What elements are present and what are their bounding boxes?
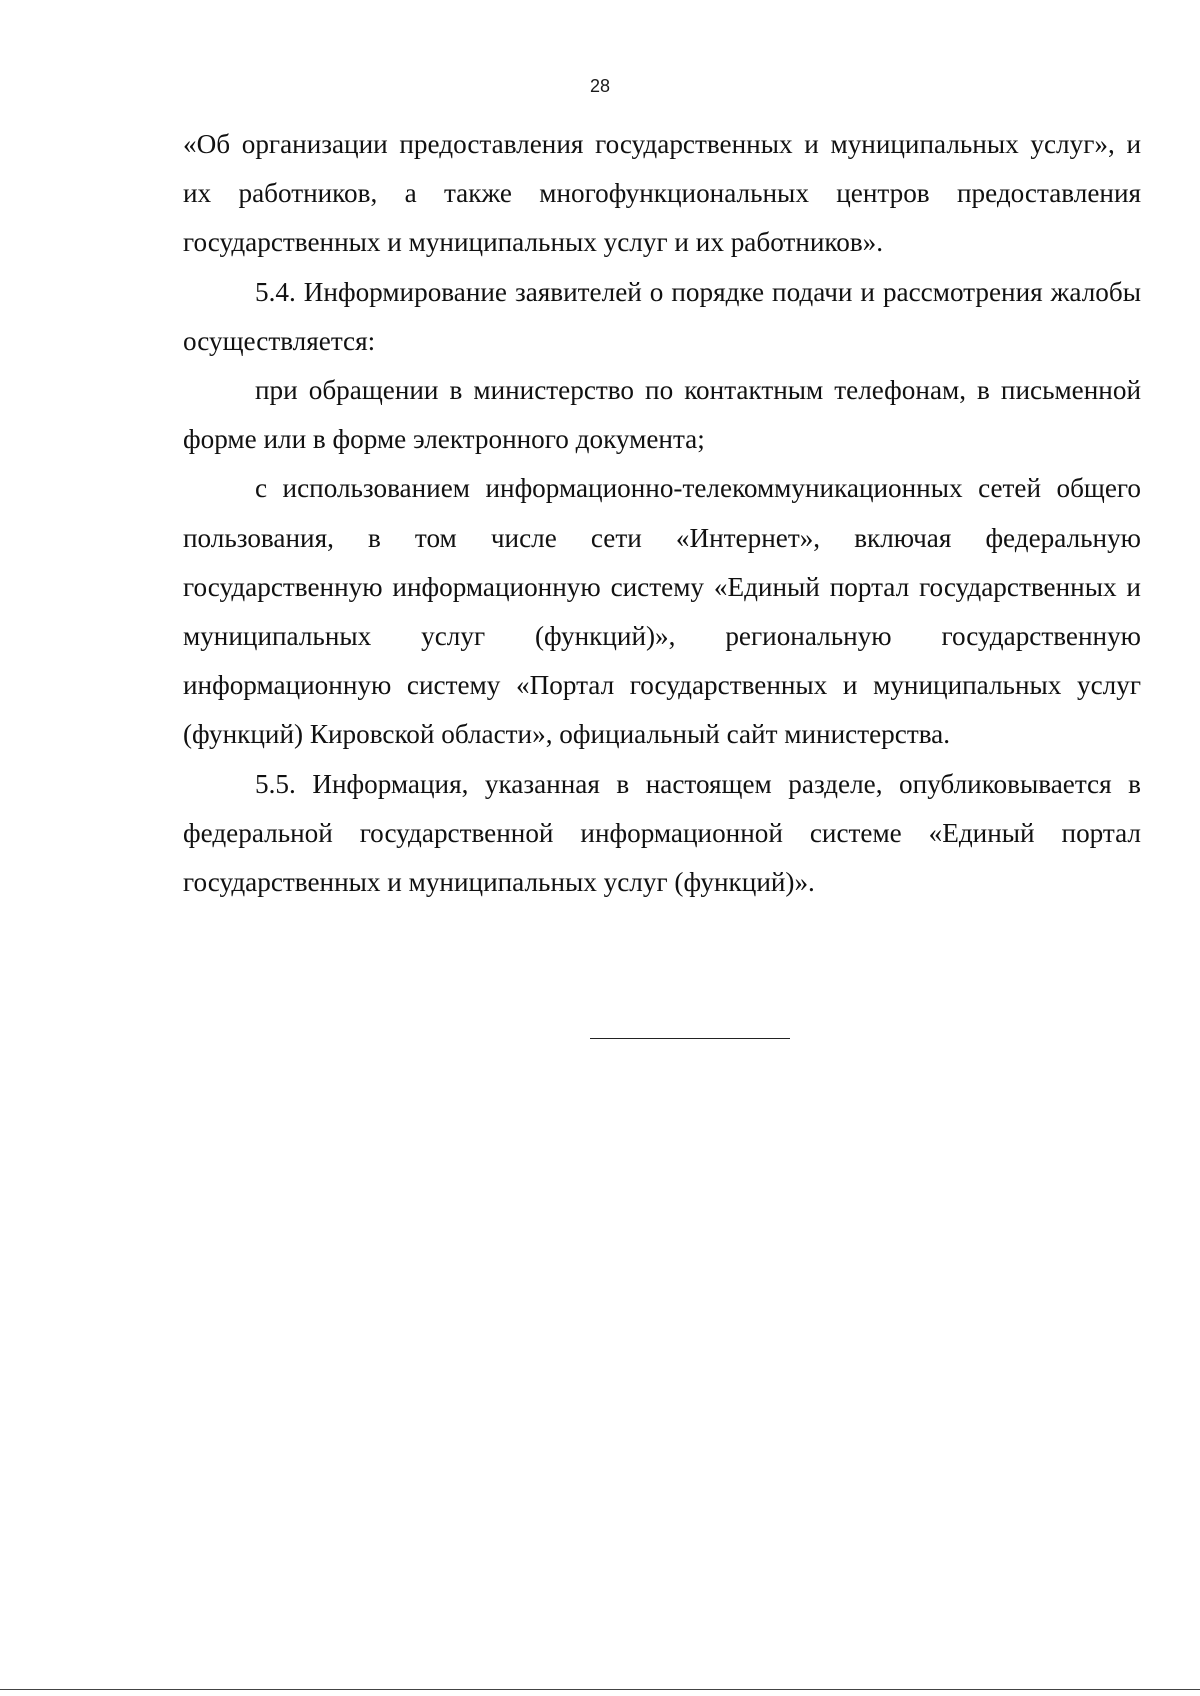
document-body bbox=[183, 120, 1141, 907]
page-number: 28 bbox=[589, 76, 611, 96]
closing-rule bbox=[590, 1038, 790, 1039]
paragraph-5-5: 5.5. Информация, указанная в настоящем разделе, опубликовывается в федеральной государственной информационной системе «Единый портал государственных и муниципальных услуг (функций)». bbox=[183, 768, 1141, 898]
paragraph-phone-written: при обращении в министерство по контактным телефонам, в письменной форме или в форме электронного документа; bbox=[183, 375, 1141, 455]
paragraph-5-4: 5.4. Информирование заявителей о порядке подачи и рассмотрения жалобы осуществляется: bbox=[183, 276, 1141, 356]
paragraph-internet: с использованием информационно-телекоммуникационных сетей общего пользования, в том числе сети «Интернет», включая федеральную государственную информационную систему «Единый портал государственных и муниципальных услуг (функций)», региональную государственную информационную систему «Портал государственных и муниципальных услуг (функций) Кировской области», официальный сайт министерства. bbox=[183, 473, 1141, 750]
paragraph-continuation: «Об организации предоставления государственных и муниципальных услуг», и их работников, а также многофункциональных центров предоставления государственных и муниципальных услуг и их работников». bbox=[183, 129, 1141, 258]
page-bottom-edge bbox=[0, 1689, 1200, 1690]
